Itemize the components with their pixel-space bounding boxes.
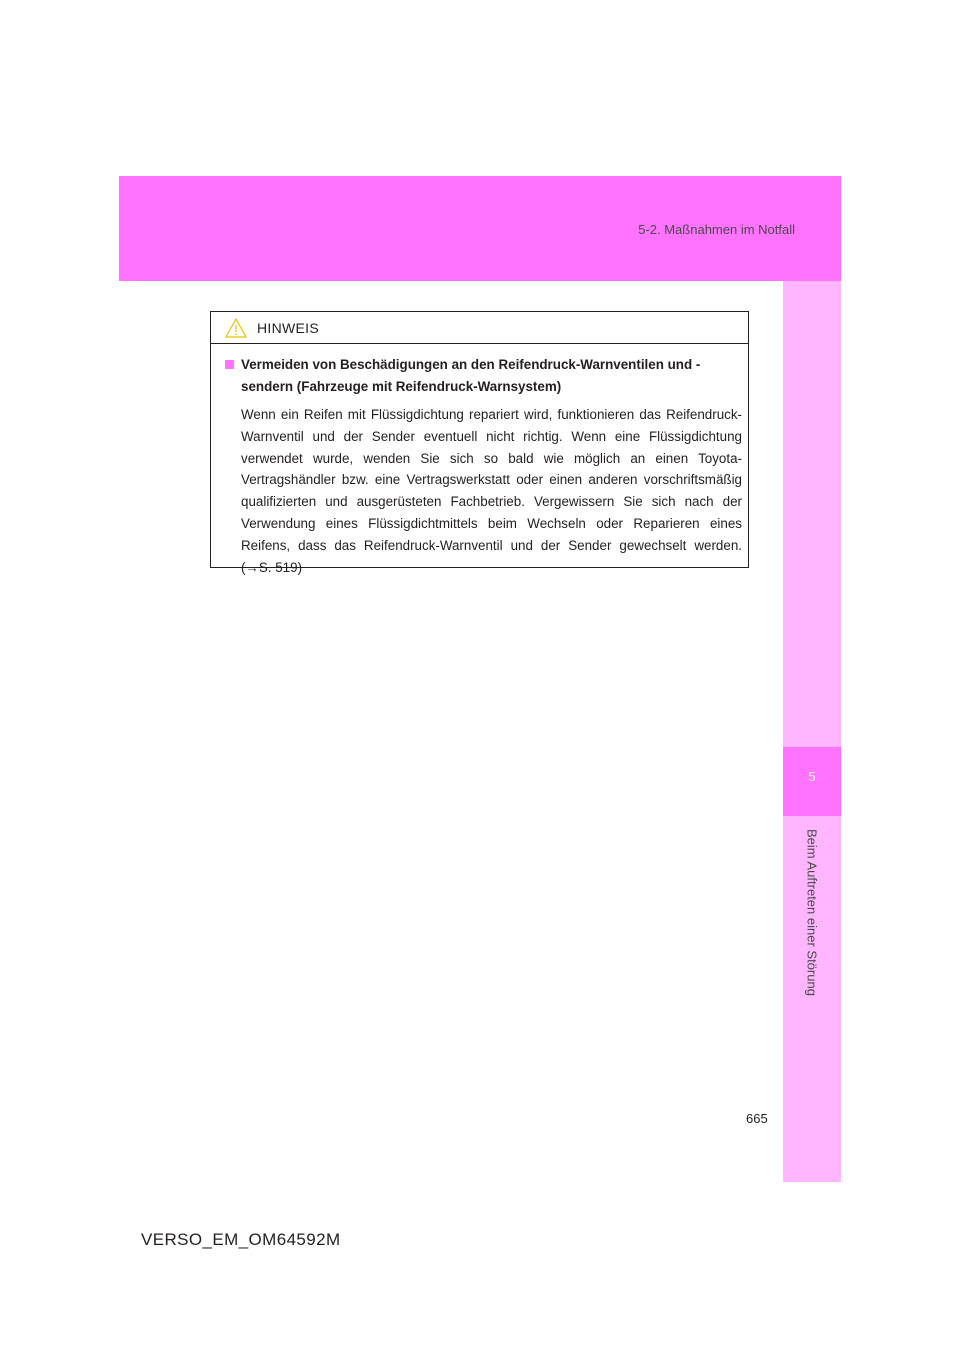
chapter-number-box bbox=[783, 747, 841, 816]
notice-item-title-row bbox=[225, 354, 742, 398]
notice-box bbox=[210, 311, 749, 575]
notice-header bbox=[211, 312, 748, 344]
page-number: 665 bbox=[746, 1111, 768, 1126]
warning-triangle-icon bbox=[225, 318, 247, 338]
chapter-side-tab bbox=[783, 281, 841, 1182]
chapter-title: Beim Auftreten einer Störung bbox=[804, 829, 820, 996]
notice-label: HINWEIS bbox=[257, 319, 319, 336]
document-code: VERSO_EM_OM64592M bbox=[141, 1230, 341, 1249]
chapter-number: 5 bbox=[808, 769, 816, 784]
section-reference: 5-2. Maßnahmen im Notfall bbox=[638, 222, 795, 237]
notice-item-text: Wenn ein Reifen mit Flüssigdichtung repariert wird, funktionieren das Reifendruck-Warnventil und der Sender eventuell nicht richtig. Wenn eine Flüssigdichtung verwendet wurde, wenden Sie sich so bald wie möglich an einen Toyota-Vertragshändler bzw. eine Vertragswerkstatt oder einen anderen vorschriftsmäßig qualifizierten und ausgerüsteten Fachbetrieb. Vergewissern Sie sich nach der Verwendung eines Flüssigdichtmittels beim Wechseln oder Reparieren eines Reifens, dass das Reifendruck-Warnventil und der Sender gewechselt werden. (→S. 519) bbox=[241, 407, 742, 575]
header-band bbox=[119, 176, 841, 281]
square-bullet-icon bbox=[225, 360, 234, 369]
notice-item-title: Vermeiden von Beschädigungen an den Reifendruck-Warnventilen und -sendern (Fahrzeuge mit Reifendruck-Warnsystem) bbox=[241, 357, 701, 394]
notice-body bbox=[211, 344, 748, 578]
